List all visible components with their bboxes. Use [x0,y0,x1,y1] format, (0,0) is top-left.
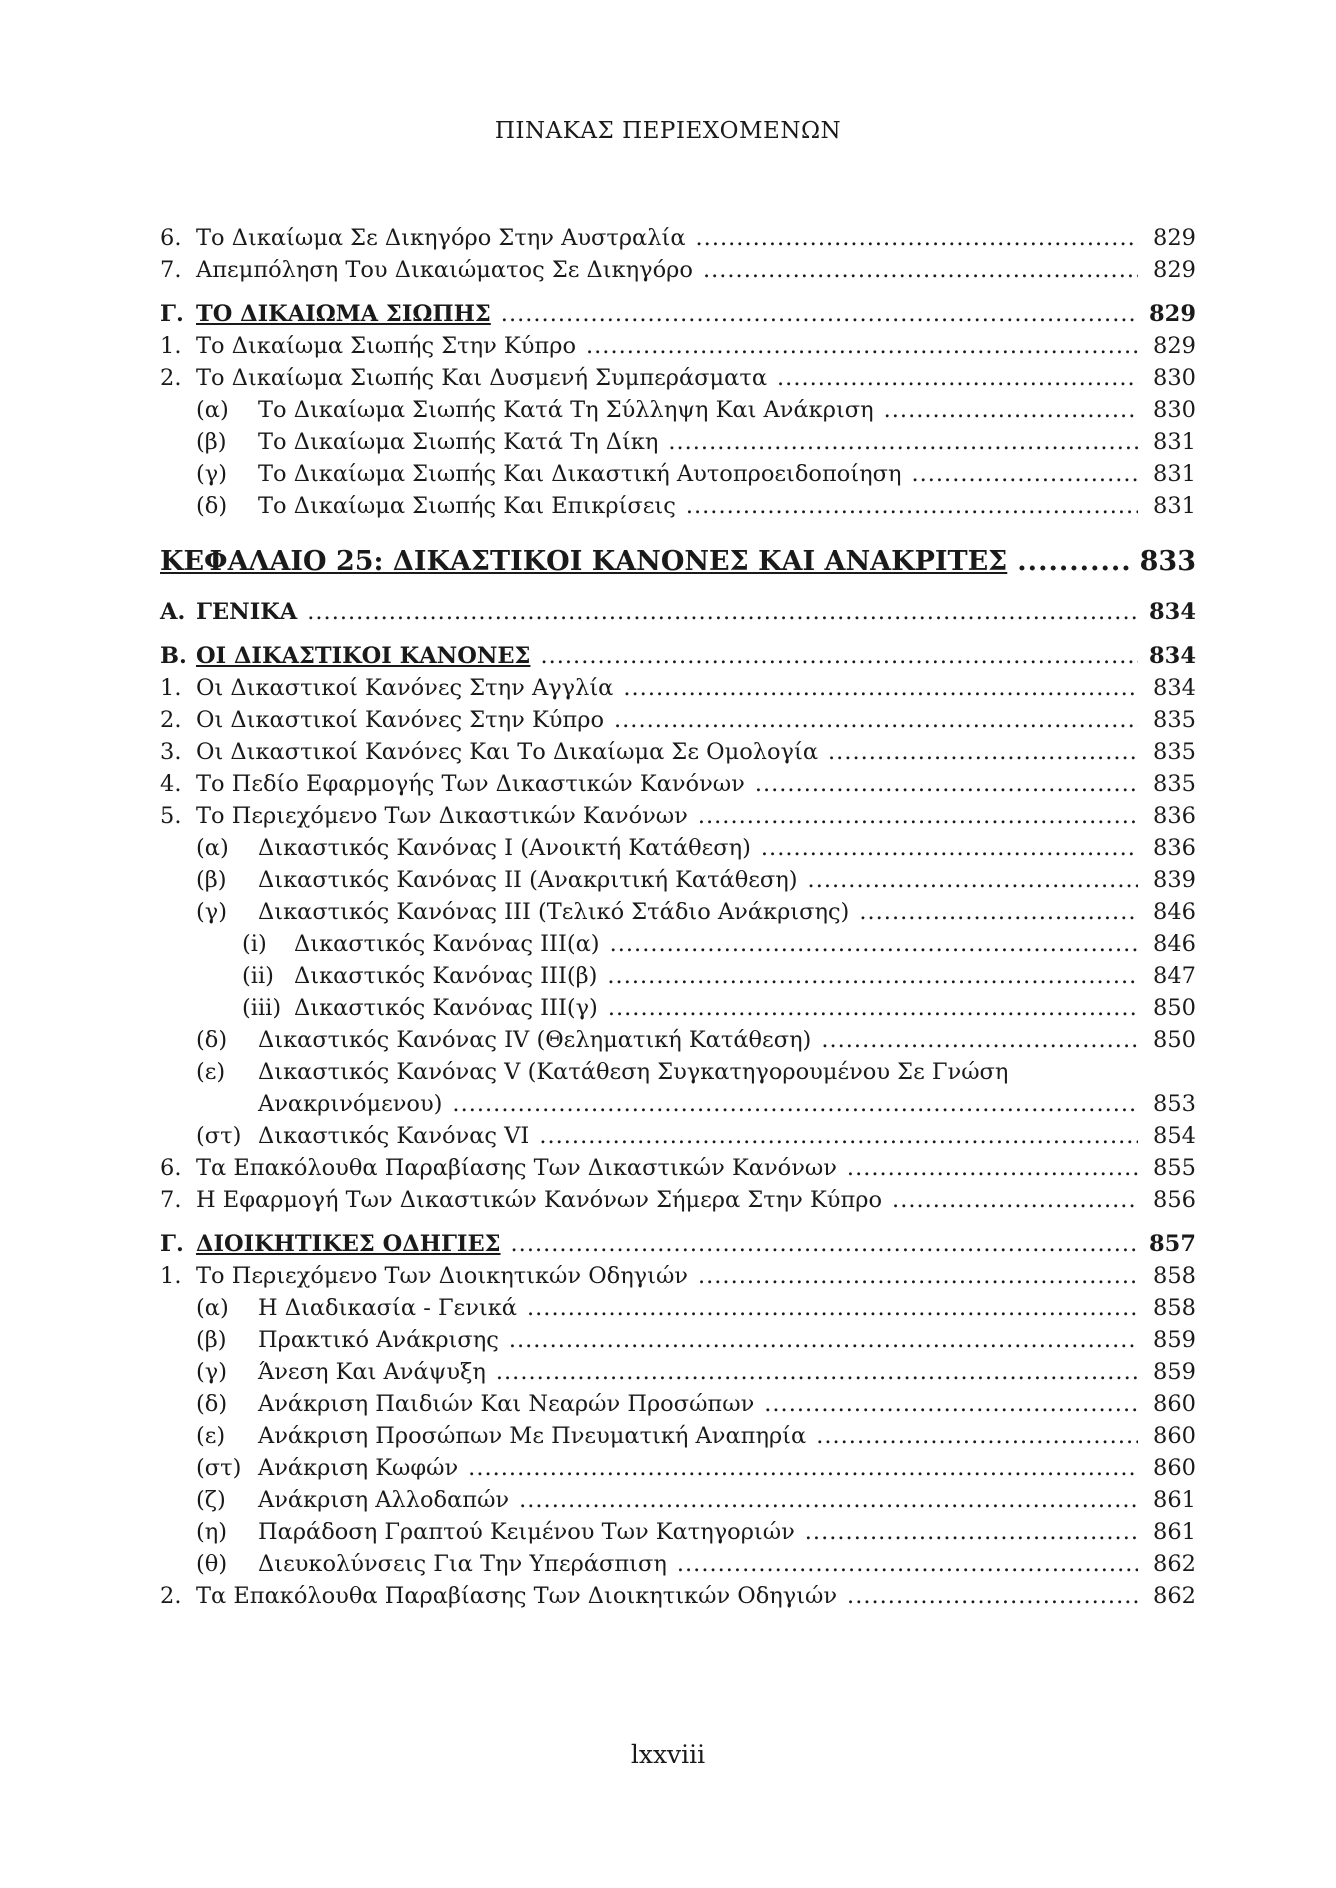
toc-section-heading[interactable] [160,640,1196,672]
dot-leader [847,1580,1138,1612]
subentry-label: (α) [196,397,229,423]
subentry-page: 860 [1153,1423,1196,1449]
subentry-title: Ανάκριση Αλλοδαπών [258,1487,510,1513]
entry-number: 1. [160,675,182,701]
entry-title: Η Εφαρμογή Των Δικαστικών Κανόνων Σήμερα Στην Κύπρο [196,1187,883,1213]
toc-subentry[interactable] [160,394,1196,426]
subentry-page: 839 [1153,867,1196,893]
subentry-label: (γ) [196,461,228,487]
entry-title: Οι Δικαστικοί Κανόνες Στην Κύπρο [196,707,604,733]
entry-page: 829 [1153,257,1196,283]
subentry-label: (α) [196,835,229,861]
subentry-title: Ανάκριση Παιδιών Και Νεαρών Προσώπων [258,1391,755,1417]
entry-title: Το Πεδίο Εφαρμογής Των Δικαστικών Κανόνων [196,771,745,797]
toc-entry[interactable] [160,736,1196,768]
subentry-label: (ε) [196,1059,226,1085]
subentry-page: 859 [1153,1327,1196,1353]
dot-leader [668,426,1138,458]
subsubentry-page: 850 [1153,995,1196,1021]
entry-page: 834 [1153,675,1196,701]
section-page: 829 [1149,301,1196,327]
subentry-page: 831 [1153,461,1196,487]
subentry-title: Το Δικαίωμα Σιωπής Κατά Τη Σύλληψη Και Ανάκριση [258,397,874,423]
subentry-label: (η) [196,1519,228,1545]
toc-subentry[interactable] [160,1292,1196,1324]
toc-subentry[interactable] [160,896,1196,928]
entry-page: 836 [1153,803,1196,829]
toc-subentry[interactable] [160,1024,1196,1056]
entry-number: 3. [160,739,182,765]
toc-subentry[interactable] [160,1516,1196,1548]
entry-page: 862 [1153,1583,1196,1609]
dot-leader [607,960,1138,992]
toc-entry[interactable] [160,800,1196,832]
subentry-title: Το Δικαίωμα Σιωπής Και Επικρίσεις [258,493,676,519]
subentry-title: Άνεση Και Ανάψυξη [258,1359,486,1385]
table-of-contents [160,222,1196,1612]
subsubentry-title: Δικαστικός Κανόνας ΙΙΙ(α) [294,931,600,957]
toc-section-heading[interactable] [160,298,1196,330]
toc-subentry[interactable] [160,1388,1196,1420]
dot-leader [509,1324,1138,1356]
subentry-page: 831 [1153,429,1196,455]
subentry-label: (ζ) [196,1487,226,1513]
entry-page: 855 [1153,1155,1196,1181]
dot-leader [828,736,1138,768]
subentry-page: 836 [1153,835,1196,861]
subentry-label: (ε) [196,1423,226,1449]
chapter-title: ΚΕΦΑΛΑΙΟ 25: ΔΙΚΑΣΤΙΚΟΙ ΚΑΝΟΝΕΣ ΚΑΙ ΑΝΑΚΡΙΤΕΣ [160,546,1008,577]
toc-entry[interactable] [160,330,1196,362]
toc-subsubentry[interactable] [160,928,1196,960]
dot-leader [805,1516,1138,1548]
toc-subentry-continuation[interactable] [160,1088,1196,1120]
subentry-title: Δικαστικός Κανόνας IV (Θεληματική Κατάθεση) [258,1027,812,1053]
dot-leader [755,768,1138,800]
subentry-title: Διευκολύνσεις Για Την Υπεράσπιση [258,1551,667,1577]
page-header: ΠΙΝΑΚΑΣ ΠΕΡΙΕΧΟΜΕΝΩΝ [494,118,842,144]
section-page: 834 [1149,599,1196,625]
dot-leader [698,800,1138,832]
subentry-label: (β) [196,867,227,893]
entry-title: Το Περιεχόμενο Των Διοικητικών Οδηγιών [196,1263,688,1289]
subentry-title: Δικαστικός Κανόνας VI [258,1123,530,1149]
toc-subentry[interactable] [160,1056,1196,1088]
entry-number: 5. [160,803,182,829]
entry-page: 858 [1153,1263,1196,1289]
dot-leader [696,222,1138,254]
entry-number: 2. [160,707,182,733]
subentry-page: 861 [1153,1519,1196,1545]
dot-leader [808,864,1138,896]
subentry-label: (δ) [196,493,228,519]
toc-entry[interactable] [160,672,1196,704]
entry-title: Τα Επακόλουθα Παραβίασης Των Διοικητικών Οδηγιών [196,1583,838,1609]
entry-number: 6. [160,225,182,251]
section-title: ΓΕΝΙΚΑ [196,599,298,625]
page-number: lxxviii [630,1740,706,1769]
entry-page: 835 [1153,771,1196,797]
subentry-label: (θ) [196,1551,228,1577]
entry-title: Οι Δικαστικοί Κανόνες Και Το Δικαίωμα Σε Ομολογία [196,739,819,765]
dot-leader [519,1484,1138,1516]
subsubentry-label: (iii) [242,995,282,1021]
dot-leader [610,928,1138,960]
toc-subentry[interactable] [160,1356,1196,1388]
toc-subentry[interactable] [160,1548,1196,1580]
subentry-page: 859 [1153,1359,1196,1385]
toc-entry[interactable] [160,704,1196,736]
toc-subsubentry[interactable] [160,992,1196,1024]
entry-number: 7. [160,1187,182,1213]
dot-leader [608,992,1138,1024]
toc-entry[interactable] [160,222,1196,254]
dot-leader [859,896,1138,928]
entry-page: 829 [1153,333,1196,359]
subentry-title: Δικαστικός Κανόνας ΙΙ (Ανακριτική Κατάθεση) [258,867,798,893]
toc-subentry[interactable] [160,490,1196,522]
entry-title: Το Περιεχόμενο Των Δικαστικών Κανόνων [196,803,688,829]
entry-title: Τα Επακόλουθα Παραβίασης Των Δικαστικών Κανόνων [196,1155,837,1181]
toc-chapter-heading[interactable] [160,540,1196,584]
chapter-page: 833 [1139,546,1196,577]
dot-leader [764,1388,1138,1420]
dot-leader [821,1024,1138,1056]
section-letter: Γ. [160,301,184,327]
subentry-page: 831 [1153,493,1196,519]
toc-subentry[interactable] [160,1420,1196,1452]
toc-section-heading[interactable] [160,596,1196,628]
dot-leader [884,394,1138,426]
subentry-page: 860 [1153,1455,1196,1481]
entry-number: 7. [160,257,182,283]
subentry-page: 862 [1153,1551,1196,1577]
toc-subentry[interactable] [160,864,1196,896]
section-letter: Γ. [160,1231,184,1257]
subentry-title: Παράδοση Γραπτού Κειμένου Των Κατηγοριών [258,1519,795,1545]
subentry-label: (δ) [196,1027,228,1053]
toc-subentry[interactable] [160,832,1196,864]
toc-subentry[interactable] [160,458,1196,490]
entry-number: 2. [160,1583,182,1609]
entry-number: 1. [160,1263,182,1289]
subentry-label: (γ) [196,1359,228,1385]
subsubentry-title: Δικαστικός Κανόνας ΙΙΙ(γ) [294,995,598,1021]
dot-leader [586,330,1138,362]
subsubentry-page: 846 [1153,931,1196,957]
subentry-label: (α) [196,1295,229,1321]
dot-leader [703,254,1138,286]
section-title: ΔΙΟΙΚΗΤΙΚΕΣ ΟΔΗΓΙΕΣ [196,1231,501,1257]
toc-entry[interactable] [160,1184,1196,1216]
dot-leader [511,1228,1138,1260]
dot-leader [539,1120,1138,1152]
dot-leader [777,362,1138,394]
toc-entry[interactable] [160,1152,1196,1184]
subentry-title: Δικαστικός Κανόνας V (Κατάθεση Συγκατηγορουμένου Σε Γνώση [258,1059,1009,1085]
section-page: 834 [1149,643,1196,669]
subentry-page: 853 [1153,1091,1196,1117]
dot-leader [761,832,1138,864]
subentry-label: (δ) [196,1391,228,1417]
dot-leader [892,1184,1138,1216]
subentry-title: Πρακτικό Ανάκρισης [258,1327,499,1353]
subentry-page: 860 [1153,1391,1196,1417]
toc-entry[interactable] [160,362,1196,394]
subsubentry-label: (ii) [242,963,274,989]
toc-subentry[interactable] [160,1452,1196,1484]
subentry-title-continued: Ανακρινόμενου) [258,1091,443,1117]
toc-entry[interactable] [160,1260,1196,1292]
section-letter: Α. [160,599,186,625]
subentry-page: 830 [1153,397,1196,423]
toc-subentry[interactable] [160,1120,1196,1152]
subentry-title: Το Δικαίωμα Σιωπής Κατά Τη Δίκη [258,429,659,455]
toc-subentry[interactable] [160,1324,1196,1356]
dot-leader [540,640,1138,672]
dot-leader [686,490,1138,522]
toc-entry[interactable] [160,1580,1196,1612]
subentry-label: (στ) [196,1455,242,1481]
entry-page: 856 [1153,1187,1196,1213]
entry-page: 835 [1153,707,1196,733]
toc-subentry[interactable] [160,426,1196,458]
subentry-title: Η Διαδικασία - Γενικά [258,1295,517,1321]
subentry-label: (β) [196,429,227,455]
entry-page: 830 [1153,365,1196,391]
subentry-page: 850 [1153,1027,1196,1053]
toc-subentry[interactable] [160,1484,1196,1516]
entry-number: 1. [160,333,182,359]
subentry-label: (β) [196,1327,227,1353]
subentry-title: Ανάκριση Προσώπων Με Πνευματική Αναπηρία [258,1423,807,1449]
section-title: ΟΙ ΔΙΚΑΣΤΙΚΟΙ ΚΑΝΟΝΕΣ [196,643,531,669]
dot-leader [698,1260,1138,1292]
toc-entry[interactable] [160,254,1196,286]
entry-title: Το Δικαίωμα Σε Δικηγόρο Στην Αυστραλία [196,225,686,251]
entry-number: 6. [160,1155,182,1181]
entry-title: Το Δικαίωμα Σιωπής Και Δυσμενή Συμπεράσματα [196,365,768,391]
entry-number: 2. [160,365,182,391]
entry-title: Το Δικαίωμα Σιωπής Στην Κύπρο [196,333,576,359]
dot-leader [911,458,1138,490]
dot-leader [501,298,1138,330]
subentry-title: Το Δικαίωμα Σιωπής Και Δικαστική Αυτοπροειδοποίηση [258,461,902,487]
subentry-label: (στ) [196,1123,242,1149]
dot-leader [307,596,1138,628]
toc-section-heading[interactable] [160,1228,1196,1260]
entry-title: Απεμπόληση Του Δικαιώματος Σε Δικηγόρο [196,257,693,283]
section-page: 857 [1149,1231,1196,1257]
subentry-title: Ανάκριση Κωφών [258,1455,459,1481]
dot-leader [527,1292,1138,1324]
entry-title: Οι Δικαστικοί Κανόνες Στην Αγγλία [196,675,614,701]
toc-subsubentry[interactable] [160,960,1196,992]
subentry-page: 861 [1153,1487,1196,1513]
dot-leader [468,1452,1138,1484]
dot-leader [677,1548,1138,1580]
toc-entry[interactable] [160,768,1196,800]
dot-leader [847,1152,1138,1184]
subentry-title: Δικαστικός Κανόνας Ι (Ανοικτή Κατάθεση) [258,835,751,861]
subsubentry-page: 847 [1153,963,1196,989]
entry-page: 835 [1153,739,1196,765]
dot-leader [1017,540,1129,584]
subsubentry-label: (i) [242,931,267,957]
subentry-page: 858 [1153,1295,1196,1321]
entry-page: 829 [1153,225,1196,251]
dot-leader [614,704,1138,736]
section-title: ΤΟ ΔΙΚΑΙΩΜΑ ΣΙΩΠΗΣ [196,301,491,327]
subentry-page: 854 [1153,1123,1196,1149]
section-letter: Β. [160,643,187,669]
dot-leader [496,1356,1138,1388]
subentry-label: (γ) [196,899,228,925]
dot-leader [452,1088,1138,1120]
subentry-page: 846 [1153,899,1196,925]
subentry-title: Δικαστικός Κανόνας ΙΙΙ (Τελικό Στάδιο Ανάκρισης) [258,899,850,925]
entry-number: 4. [160,771,182,797]
subsubentry-title: Δικαστικός Κανόνας ΙΙΙ(β) [294,963,598,989]
dot-leader [623,672,1138,704]
dot-leader [816,1420,1138,1452]
